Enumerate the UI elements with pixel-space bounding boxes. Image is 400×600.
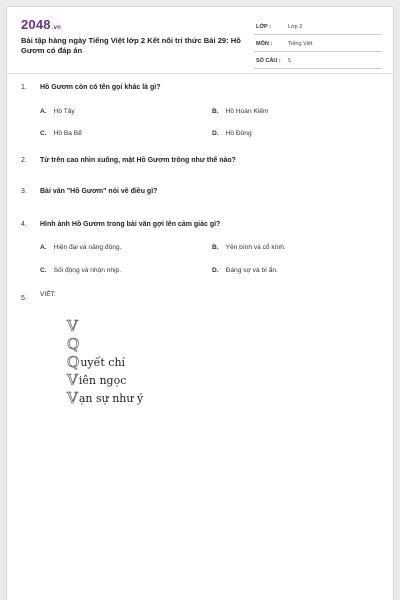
hollow-capital-letter: Q [67, 335, 80, 353]
writing-label: VIẾT: [40, 291, 56, 298]
question-text: Hồ Gươm còn có tên gọi khác là gì? [40, 84, 161, 91]
q4-option-b[interactable]: B. Yên bình và cổ kính. [212, 244, 286, 251]
meta-label: MÔN : [256, 41, 273, 47]
question-number: 4. [21, 221, 27, 228]
handwriting-practice [67, 317, 143, 407]
q1-option-b[interactable]: B. Hồ Hoàn Kiếm [212, 108, 269, 115]
practice-line [67, 371, 143, 389]
hollow-capital-letter: Q [67, 353, 80, 371]
practice-line [67, 317, 143, 335]
question-text: Hình ảnh Hồ Gươm trong bài văn gợi lên cảm giác gì? [40, 221, 221, 228]
hollow-capital-letter: V [67, 389, 78, 407]
worksheet-meta [254, 21, 382, 72]
hollow-capital-letter: V [67, 317, 78, 335]
question-number: 3. [21, 188, 27, 195]
q1-option-c[interactable]: C. Hồ Ba Bể [40, 130, 82, 137]
practice-line [67, 335, 143, 353]
q4-option-c[interactable]: C. Sôi động và nhộn nhịp. [40, 267, 122, 274]
practice-line [67, 389, 143, 407]
practice-text: iên ngọc [78, 373, 127, 387]
header-divider [7, 73, 393, 74]
worksheet-title: Bài tập hàng ngày Tiếng Việt lớp 2 Kết nối tri thức Bài 29: Hồ Gươm có đáp án [21, 36, 241, 55]
meta-row-question-count [254, 55, 382, 69]
question-text: Từ trên cao nhìn xuống, mặt Hồ Gươm trông như thế nào? [40, 157, 236, 164]
practice-text: uyết chí [80, 355, 126, 369]
question-number: 1. [21, 84, 27, 91]
practice-text: ạn sự như ý [78, 391, 144, 405]
meta-value: Lớp 2 [288, 24, 303, 30]
question-number: 2. [21, 157, 27, 164]
q1-option-a[interactable]: A. Hồ Tây [40, 108, 75, 115]
practice-line [67, 353, 143, 371]
q4-option-d[interactable]: D. Đáng sợ và bí ẩn. [212, 267, 278, 274]
meta-label: LỚP : [256, 24, 271, 30]
question-text: Bài văn "Hồ Gươm" nói về điều gì? [40, 188, 158, 195]
q1-option-d[interactable]: D. Hồ Đồng [212, 130, 252, 137]
q4-option-a[interactable]: A. Hiện đại và năng động. [40, 244, 122, 251]
meta-label: SỐ CÂU : [256, 58, 281, 64]
worksheet-page [6, 6, 394, 600]
site-logo[interactable]: 2048.vn [21, 17, 62, 32]
worksheet-header [7, 7, 393, 69]
meta-row-class [254, 21, 382, 35]
meta-row-subject [254, 38, 382, 52]
meta-value: 5 [288, 58, 292, 64]
hollow-capital-letter: V [67, 371, 78, 389]
meta-value: Tiếng Việt [288, 41, 313, 47]
question-number: 5. [21, 295, 27, 302]
